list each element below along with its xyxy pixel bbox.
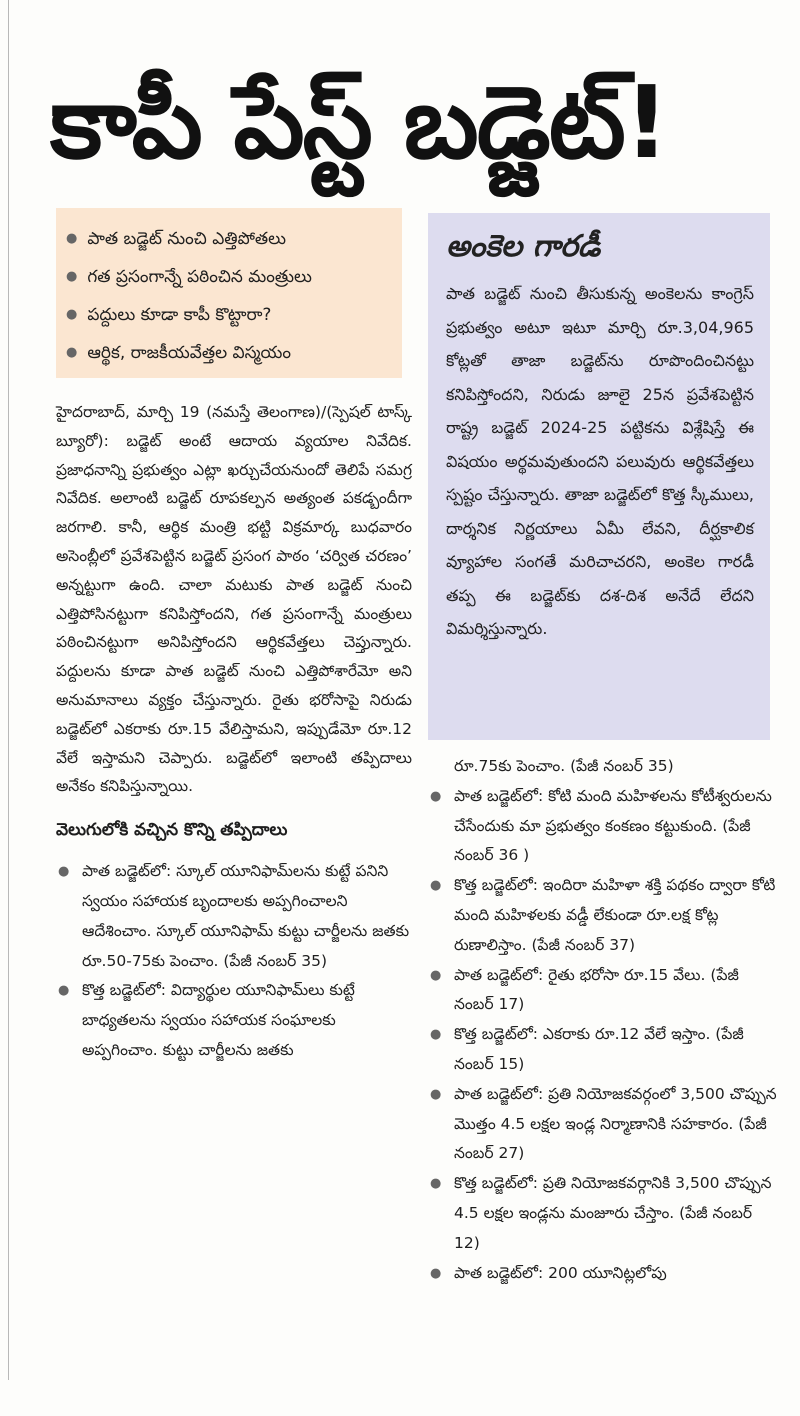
bullet-dot-icon: ● [58, 983, 70, 999]
bullet-dot-icon: ● [66, 269, 78, 284]
article-right-column [428, 752, 778, 1288]
headline: కాపీ పేస్ట్ బడ్జెట్! [50, 64, 668, 181]
bullet-dot-icon: ● [430, 1176, 442, 1192]
list-item: ● కొత్త బడ్జెట్‌లో: విద్యార్థుల యూనిఫామ్‌లు కుట్టే బాధ్యతలను స్వయం సహాయక సంఘాలకు అప్పగించాం. కుట్టు చార్జీలను జతకు [56, 976, 412, 1065]
page-edge-line [8, 0, 9, 1380]
article-lead: హైదరాబాద్, మార్చి 19 (నమస్తే తెలంగాణ)/(స్పెషల్ టాస్క్ బ్యూరో): బడ్జెట్ అంటే ఆదాయ వ్యయాల నివేదిక. ప్రజాధనాన్ని ప్రభుత్వం ఎట్లా ఖర్చుచేయనుందో తెలిపే సమగ్ర నివేదిక. అలాంటి బడ్జెట్ రూపకల్పన అత్యంత పకడ్బందీగా జరగాలి. కానీ, ఆర్థిక మంత్రి భట్టి విక్రమార్క బుధవారం అసెంబ్లీలో ప్రవేశపెట్టిన బడ్జెట్ ప్రసంగ పాఠం ‘చర్విత చరణం’ అన్నట్టుగా ఉంది. చాలా మటుకు పాత బడ్జెట్ నుంచి ఎత్తిపోసినట్టుగా కనిపిస్తోందని, గత ప్రసంగాన్నే మంత్రులు పఠించినట్టుగా అనిపిస్తోందని ఆర్థికవేత్తలు చెప్తున్నారు. పద్దులను కూడా పాత బడ్జెట్ నుంచి ఎత్తిపోశారేమో అని అనుమానాలు వ్యక్తం చేస్తున్నారు. రైతు భరోసాపై నిరుడు బడ్జెట్‌లో ఎకరాకు రూ.15 వేలిస్తామని, ఇప్పుడేమో రూ.12 వేలే ఇస్తామని చెప్పారు. బడ్జెట్‌లో ఇలాంటి తప్పిదాలు అనేకం కనిపిస్తున్నాయి. [56, 403, 412, 796]
list-item: ● కొత్త బడ్జెట్‌లో: ఇందిరా మహిళా శక్తి పథకం ద్వారా కోటి మంది మహిళలకు వడ్డీ లేకుండా రూ.లక్ష కోట్ల రుణాలిస్తాం. (పేజీ నంబర్ 37) [428, 871, 778, 960]
bullet-dot-icon: ● [430, 1086, 442, 1102]
highlight-item: ● పాత బడ్జెట్ నుంచి ఎత్తిపోతలు [66, 220, 392, 258]
list-item: ● పాత బడ్జెట్‌లో: రైతు భరోసా రూ.15 వేలు. (పేజీ నంబర్ 17) [428, 961, 778, 1021]
article-subhead: వెలుగులోకి వచ్చిన కొన్ని తప్పిదాలు [56, 820, 288, 841]
bullet-dot-icon: ● [430, 1027, 442, 1043]
bullet-dot-icon: ● [66, 231, 78, 246]
bullet-dot-icon: ● [430, 788, 442, 804]
bullet-dot-icon: ● [430, 967, 442, 983]
bullet-dot-icon: ● [66, 345, 78, 360]
list-item: ● పాత బడ్జెట్‌లో: స్కూల్ యూనిఫామ్‌లను కుట్టే పనిని స్వయం సహాయక బృందాలకు అప్పగించాలని ఆదేశించాం. స్కూల్ యూనిఫామ్ కుట్టు చార్జీలను జతకు రూ.50-75కు పెంచాం. (పేజీ నంబర్ 35) [56, 857, 412, 976]
sidebar-body: పాత బడ్జెట్ నుంచి తీసుకున్న అంకెలను కాంగ్రెస్ ప్రభుత్వం అటూ ఇటూ మార్చి రూ.3,04,965 కోట్లతో తాజా బడ్జెట్‌ను రూపొందించినట్టు కనిపిస్తోందని, నిరుడు జూలై 25న ప్రవేశపెట్టిన రాష్ట్ర బడ్జెట్ 2024-25 పట్టికను విశ్లేషిస్తే ఈ విషయం అర్థమవుతుందని పలువురు ఆర్థికవేత్తలు స్పష్టం చేస్తున్నారు. తాజా బడ్జెట్‌లో కొత్త స్కీములు, దార్శనిక నిర్ణయాలు ఏమీ లేవని, దీర్ఘకాలిక వ్యూహాల సంగతే మరిచాచరని, అంకెల గారడీ తప్ప ఈ బడ్జెట్‌కు దశ-దిశ అనేదే లేదని విమర్శిస్తున్నారు. [446, 284, 754, 638]
sidebar-box [428, 213, 770, 740]
article-left-column [56, 398, 412, 1066]
sidebar-title: అంకెల గారడీ [446, 229, 601, 264]
list-item: ● కొత్త బడ్జెట్‌లో: ప్రతి నియోజకవర్గానికి 3,500 చొప్పున 4.5 లక్షల ఇండ్లను మంజూరు చేస్తాం. (పేజీ నంబర్ 12) [428, 1169, 778, 1258]
bullet-dot-icon: ● [66, 307, 78, 322]
list-item-continuation: రూ.75కు పెంచాం. (పేజీ నంబర్ 35) [454, 757, 674, 775]
comparison-list-left [56, 857, 412, 1066]
list-item: ● పాత బడ్జెట్‌లో: ప్రతి నియోజకవర్గంలో 3,500 చొప్పున మొత్తం 4.5 లక్షల ఇండ్ల నిర్మాణానికి సహకారం. (పేజీ నంబర్ 27) [428, 1080, 778, 1169]
highlight-item: ● ఆర్థిక, రాజకీయవేత్తల విస్మయం [66, 334, 392, 372]
list-item: ● పాత బడ్జెట్‌లో: కోటి మంది మహిళలను కోటీశ్వరులను చేసేందుకు మా ప్రభుత్వం కంకణం కట్టుకుంది. (పేజీ నంబర్ 36 ) [428, 782, 778, 871]
highlight-item: ● గత ప్రసంగాన్నే పఠించిన మంత్రులు [66, 258, 392, 296]
bullet-dot-icon: ● [58, 864, 70, 880]
list-item: ● పాత బడ్జెట్‌లో: 200 యూనిట్లలోపు [428, 1259, 778, 1289]
highlights-box [56, 208, 402, 378]
bullet-dot-icon: ● [430, 878, 442, 894]
bullet-dot-icon: ● [430, 1265, 442, 1281]
comparison-list-right [428, 782, 778, 1289]
list-item: ● కొత్త బడ్జెట్‌లో: ఎకరాకు రూ.12 వేలే ఇస్తాం. (పేజీ నంబర్ 15) [428, 1020, 778, 1080]
highlight-item: ● పద్దులు కూడా కాపీ కొట్టారా? [66, 296, 392, 334]
